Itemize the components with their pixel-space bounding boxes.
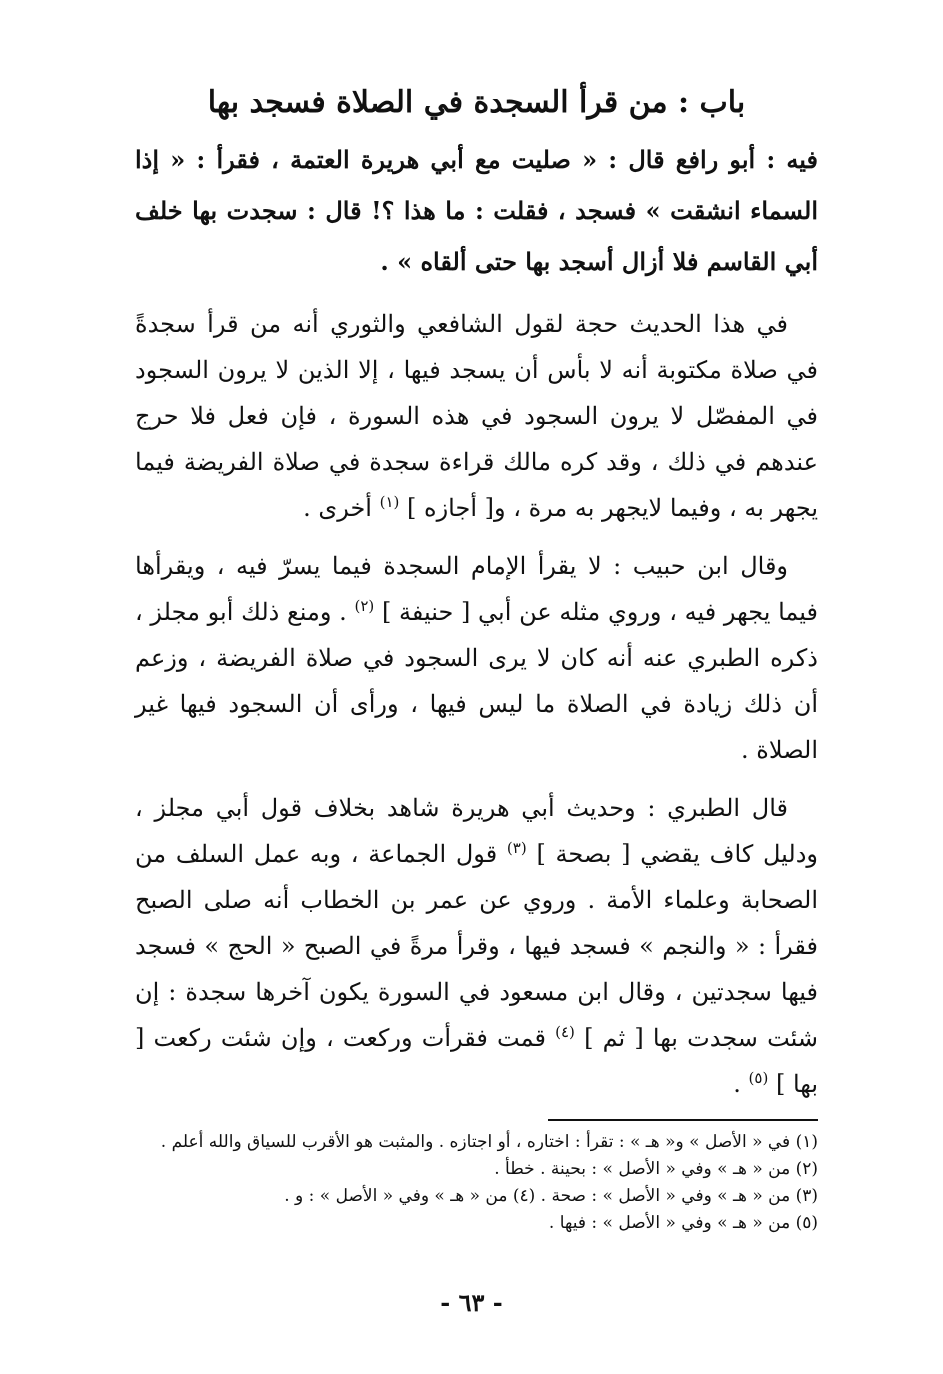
footnote-3: (٣) من « هـ » وفي « الأصل » : صحة . (٤) من « هـ » وفي « الأصل » : و . (284, 1186, 818, 1206)
paragraph-3 (135, 785, 818, 1107)
paragraph-2 (135, 543, 818, 773)
footnote-ref-5: (٥) (748, 1069, 769, 1087)
chapter-title: باب : من قرأ السجدة في الصلاة فسجد بها (207, 85, 746, 120)
paragraph-3-text: قال الطبري : وحديث أبي هريرة شاهد بخلاف قول أبي مجلز ، ودليل كاف يقضي [ بصحة ] (135, 794, 819, 868)
footnote-2: (٢) من « هـ » وفي « الأصل » : بحينة . خطأ . (494, 1159, 818, 1179)
paragraph-2-tail: . ومنع ذلك أبو مجلز ، ذكره الطبري عنه أنه كان لا يرى السجود في صلاة الفريضة ، وزعم أن ذلك زيادة في الصلاة ما ليس فيها ، ورأى أن السجود فيها غير الصلاة . (135, 598, 818, 764)
footnote-ref-2: (٢) (354, 597, 375, 615)
page-number: - ٦٣ - (440, 1288, 503, 1317)
paragraph-3-tail-2: قمت فقرأت وركعت ، وإن شئت ركعت [ بها ] (135, 1024, 818, 1098)
paragraph-1-text: في هذا الحديث حجة لقول الشافعي والثوري أنه من قرأ سجدةً في صلاة مكتوبة أنه لا بأس أن يسجد فيها ، إلا الذين لا يرون السجود في المفصّل لا يرون السجود في هذه السورة ، فإن فعل فلا حرج عندهم في ذلك ، وقد كره مالك قراءة سجدة في صلاة الفريضة فيما يجهر به ، وفيما لايجهر به مرة ، و[ أجازه ] (135, 310, 818, 522)
footnote-ref-1: (١) (379, 493, 400, 511)
footnote-ref-4: (٤) (555, 1023, 575, 1041)
footnote-1: (١) في « الأصل » و« هـ » : تقرأ : اختاره ، أو اجتازه . والمثبت هو الأقرب للسياق والله أعلم . (160, 1132, 818, 1152)
footnote-4: (٥) من « هـ » وفي « الأصل » : فيها . (548, 1213, 818, 1233)
paragraph-3-tail: قول الجماعة ، وبه عمل السلف من الصحابة وعلماء الأمة . وروي عن عمر بن الخطاب أنه صلى الصبح فقرأ : « والنجم » فسجد فيها ، وقرأ مرةً في الصبح « الحج » فسجد فيها سجدتين ، وقال ابن مسعود في السورة يكون آخرها سجدة : إن شئت سجدت بها [ ثم ] (135, 840, 818, 1052)
footnote-ref-3: (٣) (506, 839, 527, 857)
hadith-text: فيه : أبو رافع قال : « صليت مع أبي هريرة العتمة ، فقرأ : « إذا السماء انشقت » فسجد ، فقلت : ما هذا ؟! قال : سجدت بها خلف أبي القاسم فلا أزال أسجد بها حتى ألقاه » . (135, 145, 818, 276)
paragraph-3-tail-3: . (733, 1070, 749, 1098)
paragraph-1 (135, 301, 818, 531)
paragraph-2-text: وقال ابن حبيب : لا يقرأ الإمام السجدة فيما يسرّ فيه ، ويقرأها فيما يجهر فيه ، وروي مثله عن أبي [ حنيفة ] (135, 552, 818, 626)
page-body (135, 80, 818, 1237)
paragraph-1-tail: أخرى . (303, 494, 380, 522)
footnote-divider (548, 1119, 818, 1121)
